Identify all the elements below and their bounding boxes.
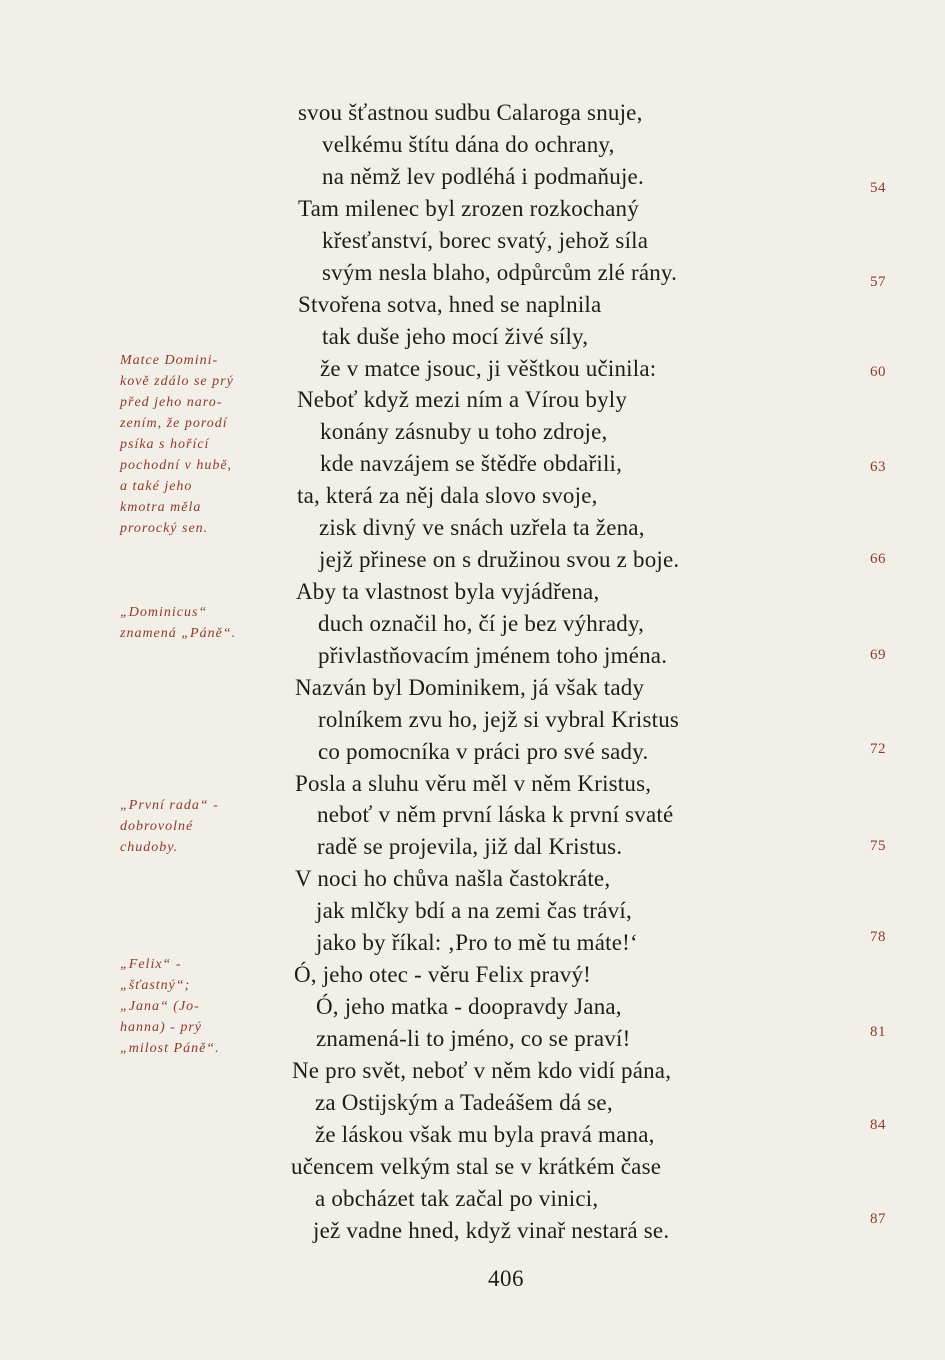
verse-line: svou šťastnou sudbu Calaroga snuje, bbox=[298, 100, 643, 125]
note-line: „První rada“ - bbox=[120, 798, 219, 813]
verse-line: velkému štítu dána do ochrany, bbox=[322, 132, 615, 157]
verse-line: duch označil ho, čí je bez výhrady, bbox=[318, 611, 645, 636]
note-line: pochodní v hubě, bbox=[120, 458, 233, 473]
verse-line: Stvořena sotva, hned se naplnila bbox=[298, 292, 602, 317]
verse-line: Ne pro svět, neboť v něm kdo vidí pána, bbox=[292, 1058, 672, 1083]
line-number: 78 bbox=[870, 929, 886, 945]
line-number: 72 bbox=[870, 741, 886, 757]
verse-line: kde navzájem se štědře obdařili, bbox=[320, 451, 623, 476]
verse-line: jak mlčky bdí a na zemi čas tráví, bbox=[316, 898, 632, 923]
verse-line: V noci ho chůva našla častokráte, bbox=[295, 866, 611, 891]
line-number: 75 bbox=[870, 838, 886, 854]
note-line: prorocký sen. bbox=[120, 521, 209, 536]
margin-note bbox=[120, 954, 220, 1059]
note-line: „Dominicus“ bbox=[120, 605, 208, 620]
verse-line: jako by říkal: ‚Pro to mě tu máte!‘ bbox=[316, 930, 638, 955]
note-line: chudoby. bbox=[120, 840, 179, 855]
verse-line: Nazván byl Dominikem, já však tady bbox=[295, 675, 645, 700]
line-number: 54 bbox=[870, 180, 886, 196]
margin-note bbox=[120, 795, 219, 858]
note-line: znamená „Páně“. bbox=[120, 626, 237, 641]
verse-line: svým nesla blaho, odpůrcům zlé rány. bbox=[322, 260, 678, 285]
verse-line: zisk divný ve snách uzřela ta žena, bbox=[319, 515, 645, 540]
note-line: „šťastný“; bbox=[120, 978, 191, 993]
verse-line: Neboť když mezi ním a Vírou byly bbox=[297, 387, 628, 412]
page-number: 406 bbox=[488, 1266, 524, 1291]
note-line: „Felix“ - bbox=[120, 957, 182, 972]
verse-line: Ó, jeho matka - doopravdy Jana, bbox=[316, 994, 622, 1019]
verse-line: učencem velkým stal se v krátkém čase bbox=[291, 1154, 662, 1179]
note-line: Matce Domini- bbox=[120, 353, 219, 368]
verse-line: přivlastňovacím jménem toho jména. bbox=[318, 643, 668, 668]
margin-note bbox=[120, 602, 236, 644]
line-number: 66 bbox=[870, 551, 886, 567]
note-line: kově zdálo se prý bbox=[120, 374, 234, 389]
verse-line: neboť v něm první láska k první svaté bbox=[317, 802, 674, 827]
verse-line: že v matce jsouc, ji věštkou učinila: bbox=[320, 356, 657, 381]
verse-line: Aby ta vlastnost byla vyjádřena, bbox=[296, 579, 600, 604]
note-line: před jeho naro- bbox=[120, 395, 223, 410]
line-number: 84 bbox=[870, 1117, 886, 1133]
note-line: kmotra měla bbox=[120, 500, 202, 515]
verse-line: Tam milenec byl zrozen rozkochaný bbox=[298, 196, 639, 221]
verse-line: na němž lev podléhá i podmaňuje. bbox=[322, 164, 644, 189]
verse-line: znamená-li to jméno, co se praví! bbox=[316, 1026, 631, 1051]
line-number: 63 bbox=[870, 459, 886, 475]
note-line: a také jeho bbox=[120, 479, 193, 494]
note-line: psíka s hořící bbox=[120, 437, 210, 452]
note-line: zením, že porodí bbox=[120, 416, 228, 431]
verse-line: tak duše jeho mocí živé síly, bbox=[322, 324, 589, 349]
verse-line: rolníkem zvu ho, jejž si vybral Kristus bbox=[318, 707, 680, 732]
verse-line: za Ostijským a Tadeášem dá se, bbox=[315, 1090, 613, 1115]
line-number: 81 bbox=[870, 1024, 886, 1040]
note-line: hanna) - prý bbox=[120, 1020, 202, 1035]
verse-line: a obcházet tak začal po vinici, bbox=[315, 1186, 599, 1211]
verse-line: jejž přinese on s družinou svou z boje. bbox=[319, 547, 680, 572]
line-number: 69 bbox=[870, 647, 886, 663]
line-number: 60 bbox=[870, 364, 886, 380]
verse-line: že láskou však mu byla pravá mana, bbox=[315, 1122, 655, 1147]
margin-note bbox=[120, 350, 234, 539]
verse-line: Posla a sluhu věru měl v něm Kristus, bbox=[295, 771, 652, 796]
note-line: „milost Páně“. bbox=[120, 1041, 220, 1056]
verse-line: konány zásnuby u toho zdroje, bbox=[320, 419, 608, 444]
line-number: 87 bbox=[870, 1211, 886, 1227]
verse-line: co pomocníka v práci pro své sady. bbox=[318, 739, 649, 764]
verse-line: křesťanství, borec svatý, jehož síla bbox=[322, 228, 649, 253]
note-line: dobrovolné bbox=[120, 819, 194, 834]
verse-line: Ó, jeho otec - věru Felix pravý! bbox=[294, 962, 591, 987]
verse-line: radě se projevila, již dal Kristus. bbox=[317, 834, 623, 859]
verse-line: ta, která za něj dala slovo svoje, bbox=[297, 483, 598, 508]
note-line: „Jana“ (Jo- bbox=[120, 999, 200, 1014]
verse-line: jež vadne hned, když vinař nestará se. bbox=[313, 1218, 670, 1243]
line-number: 57 bbox=[870, 274, 886, 290]
